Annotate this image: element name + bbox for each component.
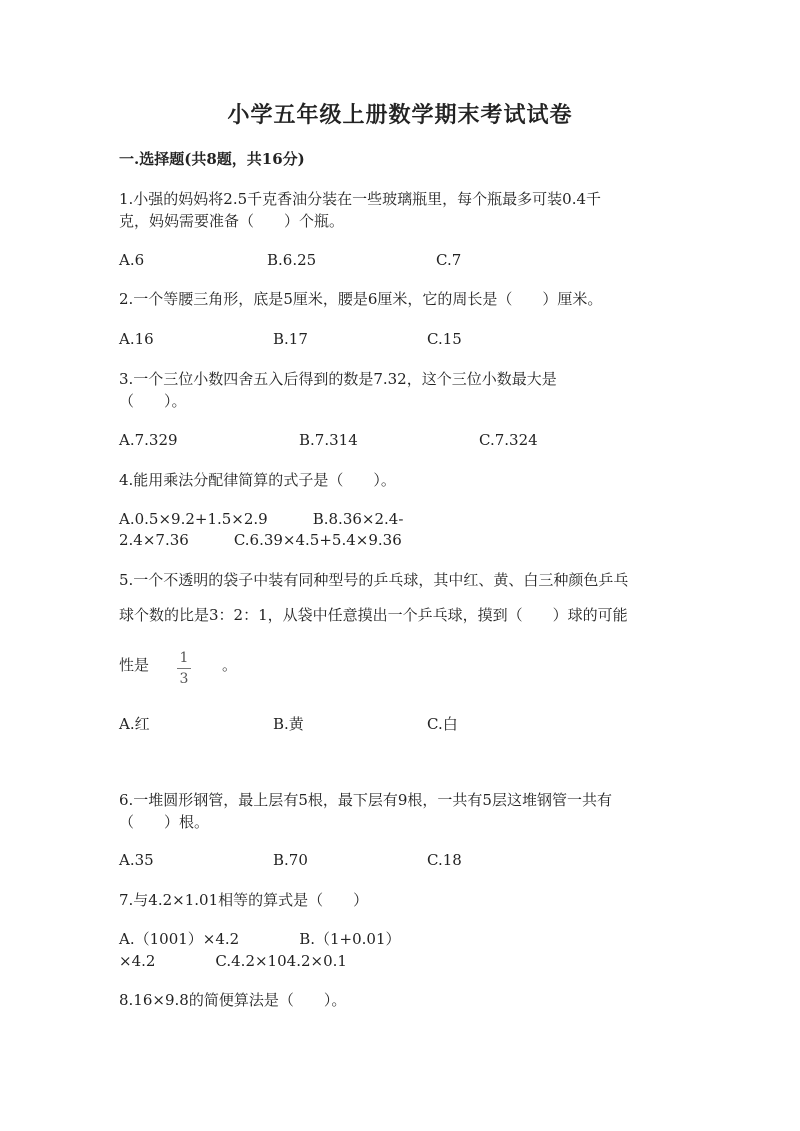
question-1-line-1: 1.小强的妈妈将2.5千克香油分装在一些玻璃瓶里，每个瓶最多可装0.4千 xyxy=(119,190,602,208)
question-2-line-1: 2.一个等腰三角形，底是5厘米，腰是6厘米，它的周长是（ ）厘米。 xyxy=(119,290,603,308)
question-2-option-b: B.17 xyxy=(273,330,308,348)
question-4-options-line-1: A.0.5×9.2+1.5×2.9 B.8.36×2.4- xyxy=(119,510,404,528)
question-1-option-c: C.7 xyxy=(436,251,462,269)
question-2-option-a: A.16 xyxy=(119,330,154,348)
question-6-line-2: （ ）根。 xyxy=(119,813,210,831)
question-5-line-3-suffix: 。 xyxy=(222,656,238,674)
question-4-line-1: 4.能用乘法分配律简算的式子是（ ）。 xyxy=(119,471,396,489)
question-5-line-3-prefix: 性是 xyxy=(119,656,150,674)
question-1-line-2: 克，妈妈需要准备（ ）个瓶。 xyxy=(119,212,345,230)
question-3-line-2: （ ）。 xyxy=(119,392,187,410)
question-3-option-b: B.7.314 xyxy=(299,431,358,449)
question-7-options-line-2: ×4.2 C.4.2×104.2×0.1 xyxy=(119,952,347,970)
question-5-option-c: C.白 xyxy=(427,715,458,733)
question-6-option-a: A.35 xyxy=(119,851,154,869)
question-4-options-line-2: 2.4×7.36 C.6.39×4.5+5.4×9.36 xyxy=(119,531,402,549)
question-3-line-1: 3.一个三位小数四舍五入后得到的数是7.32，这个三位小数最大是 xyxy=(119,370,557,388)
question-8-line-1: 8.16×9.8的简便算法是（ ）。 xyxy=(119,991,347,1009)
page-title: 小学五年级上册数学期末考试试卷 xyxy=(227,102,573,128)
question-7-options-line-1: A.（1001）×4.2 B.（1+0.01） xyxy=(119,930,401,948)
question-3-option-a: A.7.329 xyxy=(119,431,178,449)
question-7-line-1: 7.与4.2×1.01相等的算式是（ ） xyxy=(119,891,369,909)
question-6-option-b: B.70 xyxy=(273,851,308,869)
fraction-denominator: 3 xyxy=(179,671,189,687)
question-5-option-b: B.黄 xyxy=(273,715,304,733)
fraction-bar xyxy=(177,668,191,669)
question-2-option-c: C.15 xyxy=(427,330,462,348)
question-1-option-b: B.6.25 xyxy=(267,251,317,269)
section-heading: 一.选择题(共8题，共16分) xyxy=(119,150,305,168)
question-3-option-c: C.7.324 xyxy=(479,431,538,449)
fraction-one-third xyxy=(174,650,194,687)
question-5-line-2: 球个数的比是3：2：1，从袋中任意摸出一个乒乓球，摸到（ ）球的可能 xyxy=(119,606,628,624)
fraction-numerator: 1 xyxy=(179,650,189,666)
question-6-line-1: 6.一堆圆形钢管，最上层有5根，最下层有9根，一共有5层这堆钢管一共有 xyxy=(119,791,612,809)
question-1-option-a: A.6 xyxy=(119,251,145,269)
question-5-line-1: 5.一个不透明的袋子中装有同种型号的乒乓球，其中红、黄、白三种颜色乒乓 xyxy=(119,571,629,589)
question-6-option-c: C.18 xyxy=(427,851,462,869)
question-5-option-a: A.红 xyxy=(119,715,150,733)
